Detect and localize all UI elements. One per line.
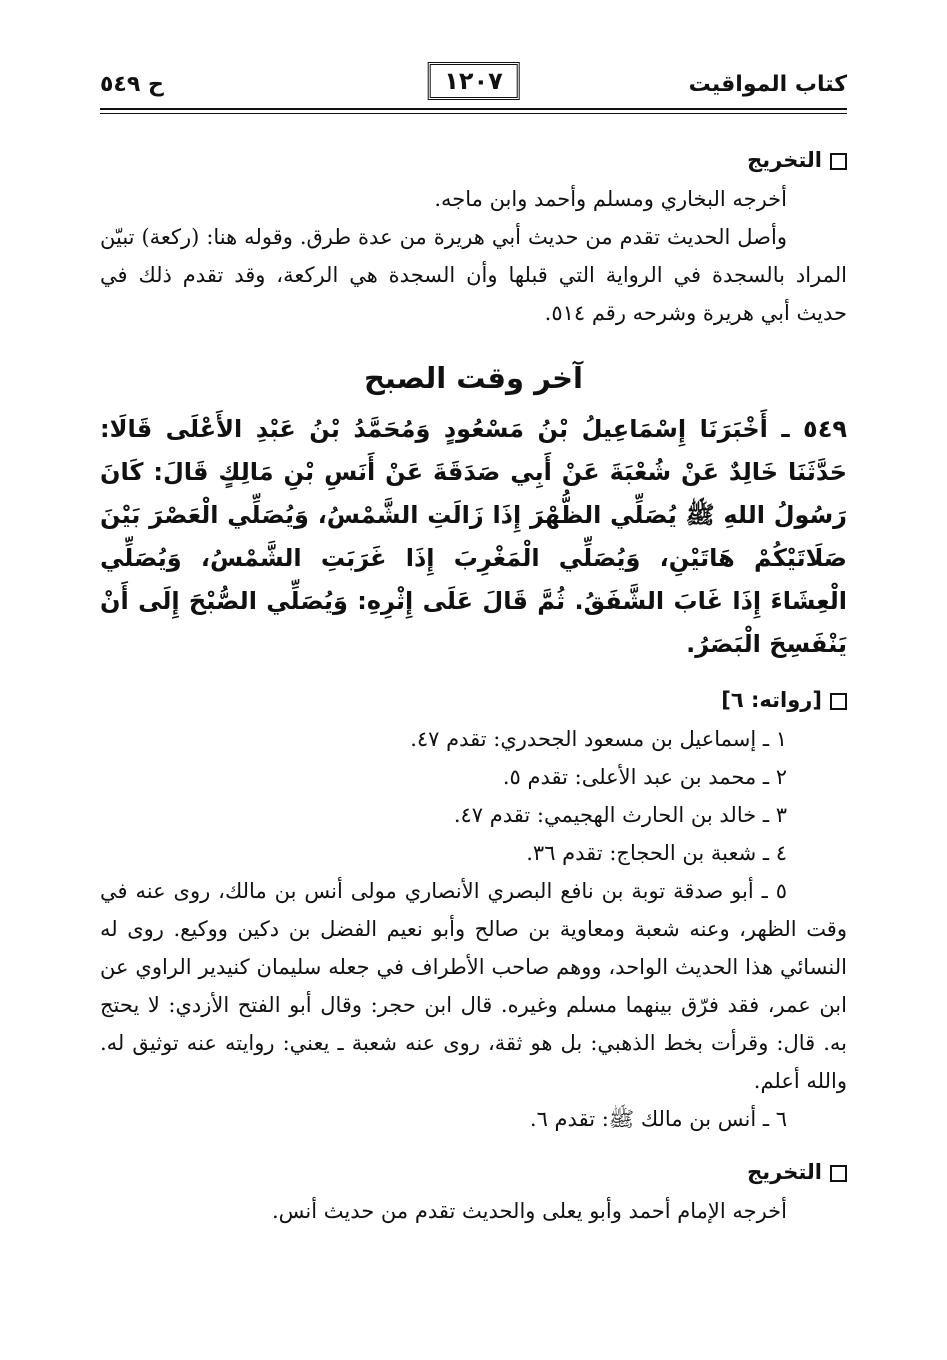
takhrij-line: أخرجه البخاري ومسلم وأحمد وابن ماجه.: [434, 187, 787, 211]
hadith-text: ٥٤٩ ـ أَخْبَرَنَا إِسْمَاعِيلُ بْنُ مَسْعُودٍ وَمُحَمَّدُ بْنُ عَبْدِ الأَعْلَى قَالَا: حَدَّثَنَا خَالِدٌ عَنْ شُعْبَةَ عَنْ أَبِي صَدَقَةَ عَنْ أَنَسِ بْنِ مَالِكٍ قَالَ: كَانَ رَسُولُ اللهِ ﷺ يُصَلِّي الظُّهْرَ إِذَا زَالَتِ الشَّمْسُ، وَيُصَلِّي الْعَصْرَ بَيْنَ صَلَاتَيْكُمْ هَاتَيْنِ، وَيُصَلِّي الْمَغْرِبَ إِذَا غَرَبَتِ الشَّمْسُ، وَيُصَلِّي الْعِشَاءَ إِذَا غَابَ الشَّفَقُ. ثُمَّ قَالَ عَلَى إِثْرِهِ: وَيُصَلِّي الصُّبْحَ إِلَى أَنْ يَنْفَسِحَ الْبَصَرُ.: [100, 415, 847, 658]
square-bullet-icon: [830, 153, 847, 170]
narrator-item: ١ ـ إسماعيل بن مسعود الجحدري: تقدم ٤٧.: [410, 727, 787, 751]
page-header: [100, 62, 847, 108]
hadith-reference: ح ٥٤٩: [100, 72, 164, 97]
header-rule: [100, 108, 847, 110]
narrator-item: ٣ ـ خالد بن الحارث الهجيمي: تقدم ٤٧.: [453, 803, 787, 827]
narrators-heading: [رواته: ٦]: [100, 680, 847, 720]
takhrij-heading: التخريج: [100, 140, 847, 180]
page-number: ١٢٠٧: [427, 62, 520, 100]
narrator-item: ٢ ـ محمد بن عبد الأعلى: تقدم ٥.: [502, 765, 787, 789]
narrator-item: ٥ ـ أبو صدقة توبة بن نافع البصري الأنصاري مولى أنس بن مالك، روى عنه في وقت الظهر، وعنه شعبة ومعاوية بن صالح وأبو نعيم الفضل بن دكين ووكيع. روى له النسائي هذا الحديث الواحد، ووهم صاحب الأطراف في جعله سليمان كنيدير الراوي عن ابن عمر، فقد فرّق بينهما مسلم وغيره. قال ابن حجر: وقال أبو الفتح الأزدي: لا يحتج به. قال: وقرأت بخط الذهبي: بل هو ثقة، روى عنه شعبة ـ يعني: روايته عنه توثيق له. والله أعلم.: [100, 879, 847, 1093]
book-title: كتاب المواقيت: [688, 72, 847, 97]
header-rule-thin: [100, 113, 847, 114]
takhrij-paragraph: وأصل الحديث تقدم من حديث أبي هريرة من عدة طرق. وقوله هنا: (ركعة) تبيّن المراد بالسجدة في الرواية التي قبلها وأن السجدة هي الركعة، وقد تقدم ذلك في حديث أبي هريرة وشرحه رقم ٥١٤.: [100, 225, 847, 325]
square-bullet-icon: [830, 693, 847, 710]
page-content: [100, 140, 847, 1230]
square-bullet-icon: [830, 1165, 847, 1182]
narrator-item: ٦ ـ أنس بن مالك ﷺ: تقدم ٦.: [529, 1107, 787, 1131]
takhrij-heading-2: التخريج: [100, 1152, 847, 1192]
narrator-item: ٤ ـ شعبة بن الحجاج: تقدم ٣٦.: [526, 841, 787, 865]
takhrij-line-2: أخرجه الإمام أحمد وأبو يعلى والحديث تقدم من حديث أنس.: [271, 1199, 787, 1223]
chapter-title: آخر وقت الصبح: [364, 361, 583, 395]
